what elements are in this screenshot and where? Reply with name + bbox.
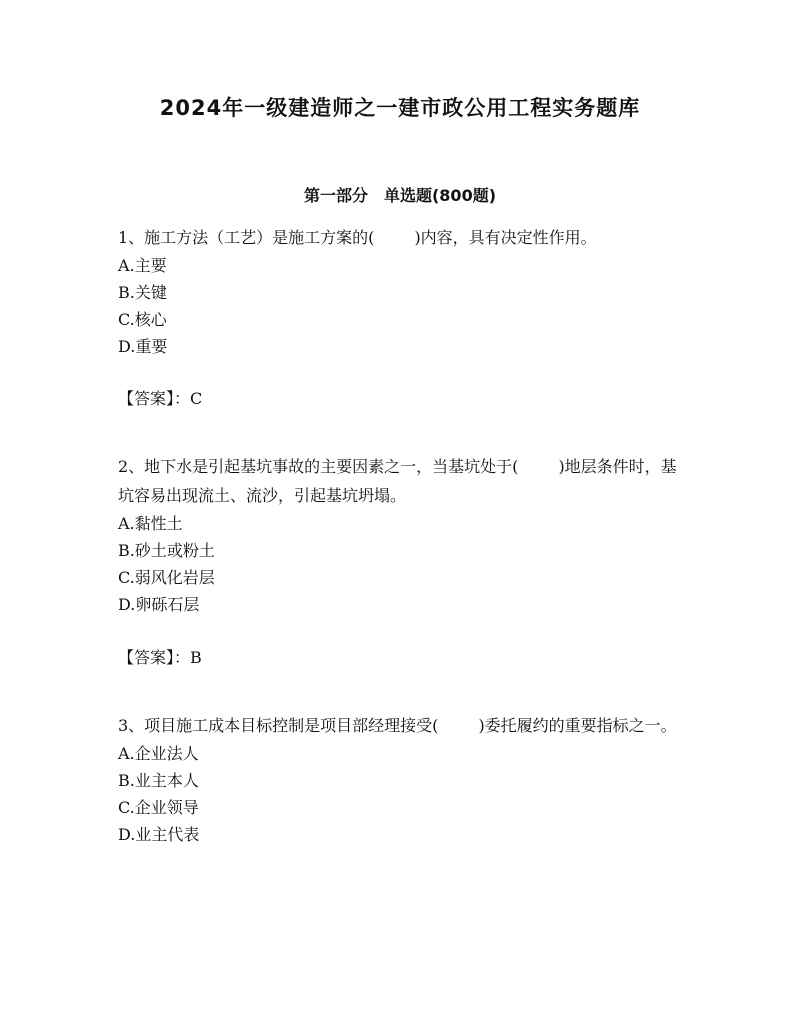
option-c: C.企业领导 — [118, 798, 199, 817]
answer-value: B — [190, 648, 202, 667]
answer-label: 【答案】： — [118, 648, 191, 667]
question-1 — [118, 223, 688, 360]
document-title: 2024年一级建造师之一建市政公用工程实务题库 — [159, 96, 641, 120]
stem-text-before: 1、施工方法（工艺）是施工方案的( — [118, 228, 375, 247]
stem-text-before: 3、项目施工成本目标控制是项目部经理接受( — [118, 716, 439, 735]
question-stem — [118, 711, 688, 740]
option-d: D.卵砾石层 — [118, 595, 200, 614]
answer-label: 【答案】： — [118, 389, 191, 408]
question-2 — [118, 452, 688, 618]
option-a: A.主要 — [118, 256, 167, 275]
stem-text-before: 2、地下水是引起基坑事故的主要因素之一，当基坑处于( — [118, 457, 519, 476]
question-stem — [118, 223, 688, 252]
option-d: D.重要 — [118, 337, 168, 356]
stem-text-after: )委托履约的重要指标之一。 — [478, 716, 677, 735]
option-b: B.业主本人 — [118, 771, 199, 790]
stem-text-after: )内容，具有决定性作用。 — [414, 228, 597, 247]
option-b: B.砂土或粉土 — [118, 541, 215, 560]
option-a: A.黏性土 — [118, 514, 183, 533]
question-3 — [118, 711, 688, 848]
option-b: B.关键 — [118, 283, 167, 302]
answer-2 — [118, 644, 202, 671]
option-d: D.业主代表 — [118, 825, 200, 844]
answer-1 — [118, 385, 202, 412]
stem-text-after: )地层条件时，基坑容易出现流土、流沙，引起基坑坍塌。 — [118, 457, 677, 505]
option-c: C.核心 — [118, 310, 167, 329]
section-title: 第一部分 单选题(800题) — [303, 186, 497, 205]
option-c: C.弱风化岩层 — [118, 568, 215, 587]
answer-value: C — [190, 389, 203, 408]
question-stem — [118, 452, 688, 510]
option-a: A.企业法人 — [118, 744, 199, 763]
